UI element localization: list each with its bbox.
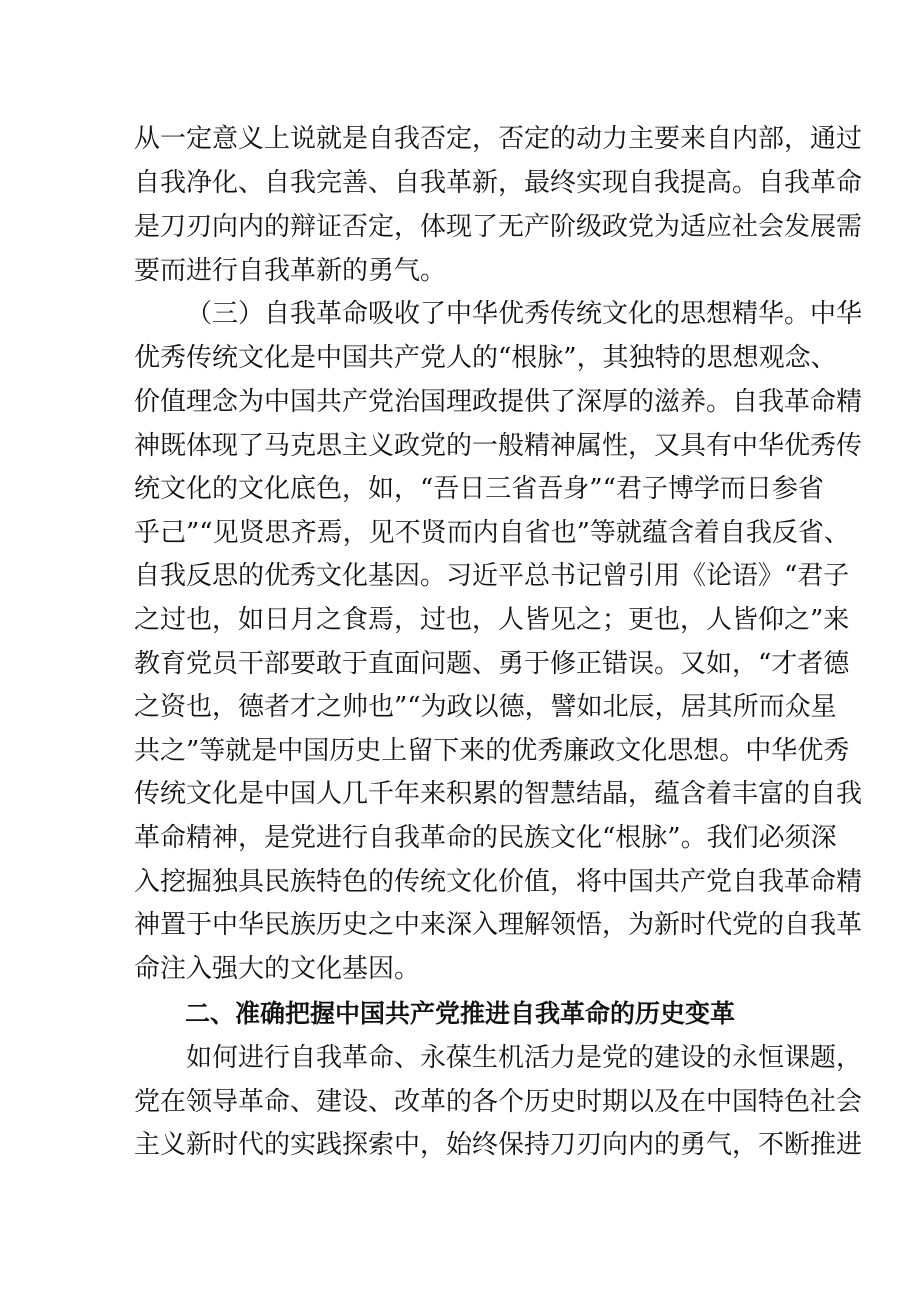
- paragraph-2-line-2: 优秀传统文化是中国共产党人的“根脉”，其独特的思想观念、: [134, 343, 837, 373]
- paragraph-2-line-10: 之资也，德者才之帅也”“为政以德，譬如北辰，居其所而众星: [134, 692, 837, 722]
- paragraph-2-line-3: 价值理念为中国共产党治国理政提供了深厚的滋养。自我革命精: [134, 387, 863, 417]
- paragraph-2-line-5: 统文化的文化底色，如，“吾日三省吾身”“君子博学而日参省: [134, 474, 824, 504]
- paragraph-1-line-1: 从一定意义上说就是自我否定，否定的动力主要来自内部，通过: [134, 124, 863, 154]
- paragraph-3-line-1: 如何进行自我革命、永葆生机活力是党的建设的永恒课题，: [186, 1043, 863, 1073]
- paragraph-2-line-14: 入挖掘独具民族特色的传统文化价值，将中国共产党自我革命精: [134, 867, 863, 897]
- paragraph-1-line-4: 要而进行自我革新的勇气。: [134, 256, 447, 286]
- paragraph-3-line-3: 主义新时代的实践探索中，始终保持刀刃向内的勇气，不断推进: [134, 1130, 863, 1160]
- paragraph-2-line-4: 神既体现了马克思主义政党的一般精神属性，又具有中华优秀传: [134, 431, 863, 461]
- paragraph-2-line-16: 命注入强大的文化基因。: [134, 954, 421, 984]
- paragraph-2-line-1: （三）自我革命吸收了中华优秀传统文化的思想精华。中华: [186, 299, 863, 329]
- paragraph-2-line-15: 神置于中华民族历史之中来深入理解领悟，为新时代党的自我革: [134, 910, 863, 940]
- paragraph-2-line-13: 革命精神，是党进行自我革命的民族文化“根脉”。我们必须深: [134, 823, 837, 853]
- paragraph-2-line-11: 共之”等就是中国历史上留下来的优秀廉政文化思想。中华优秀: [134, 736, 850, 766]
- paragraph-2-line-8: 之过也，如日月之食焉，过也，人皆见之；更也，人皆仰之”来: [134, 605, 850, 635]
- paragraph-2-line-6: 乎己”“见贤思齐焉，见不贤而内自省也”等就蕴含着自我反省、: [134, 518, 850, 548]
- paragraph-3-line-2: 党在领导革命、建设、改革的各个历史时期以及在中国特色社会: [134, 1087, 863, 1117]
- paragraph-1-line-2: 自我净化、自我完善、自我革新，最终实现自我提高。自我革命: [134, 168, 863, 198]
- paragraph-1-line-3: 是刀刃向内的辩证否定，体现了无产阶级政党为适应社会发展需: [134, 212, 863, 242]
- paragraph-2-line-7: 自我反思的优秀文化基因。习近平总书记曾引用《论语》“君子: [134, 561, 850, 591]
- section-heading: 二、准确把握中国共产党推进自我革命的历史变革: [184, 999, 735, 1028]
- paragraph-2-line-12: 传统文化是中国人几千年来积累的智慧结晶，蕴含着丰富的自我: [134, 779, 863, 809]
- paragraph-2-line-9: 教育党员干部要敢于直面问题、勇于修正错误。又如，“才者德: [134, 649, 850, 679]
